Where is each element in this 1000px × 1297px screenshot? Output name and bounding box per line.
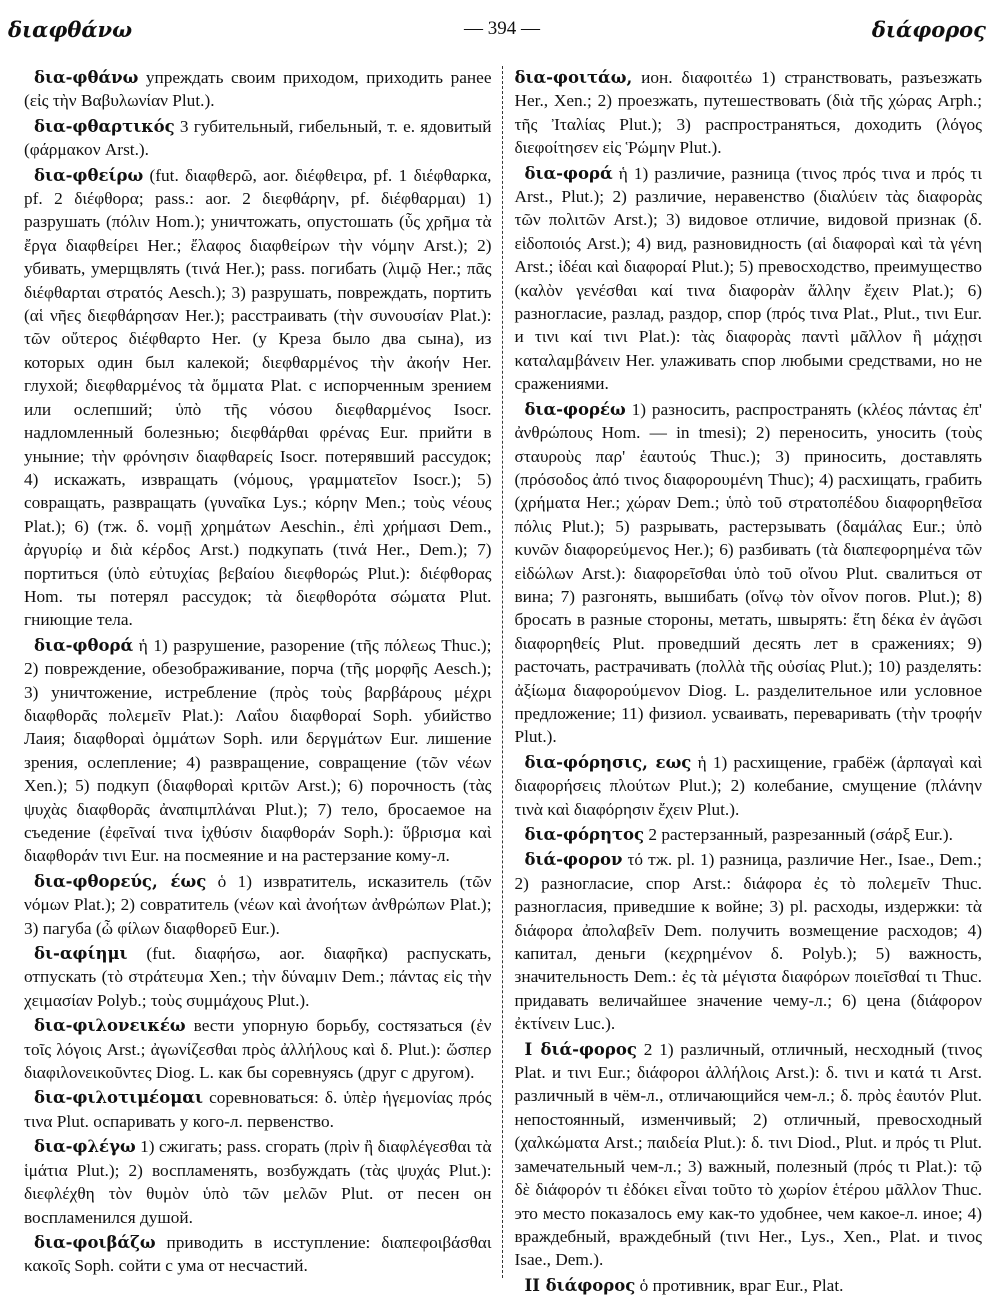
entry-headword: δια-φόρησις, εως bbox=[524, 752, 692, 772]
dictionary-entry bbox=[515, 162, 983, 396]
dictionary-entry bbox=[24, 164, 492, 632]
dictionary-entry bbox=[24, 1086, 492, 1133]
dictionary-entry bbox=[24, 1135, 492, 1229]
entry-definition: ἡ 1) различие, разница (τινος πρός τινα и πρός τι Arst., Plut.); 2) различие, неравенство (διαλύειν τὰς διαφορὰς τῶν πολιτῶν Arst.); 3) видовое отличие, видовой признак (δ. εἰδοποιός Arst.); 4) вид, разновидность (αἱ διαφοραὶ καὶ τὰ γένη Arst.; ἰδέαι καὶ διαφοραί Plut.); 5) превосходство, преимущество (καλὸν γενέσθαι καί τινα διαφορὰν ἄλλην ἔχειν Plat.); 6) разногласие, разлад, раздор, спор (πρός τινα Plat., Plut., τινι Eur. и τινι καί τινι Plat.): τὰς διαφορὰς παντὶ μᾶλλον ἢ μάχῃσι καταλαμβάνειν Her. улаживать спор любыми средствами, но не сражениями. bbox=[514, 163, 982, 394]
dictionary-entry bbox=[515, 848, 983, 1035]
header-left-guideword: διαφθάνω bbox=[8, 16, 133, 42]
dictionary-entry bbox=[515, 66, 983, 160]
entry-definition: ὁ 1) извратитель, исказитель (τῶν νόμων Plat.); 2) совратитель (νέων καὶ ἀνοήτων ἀνθρώπων Plat.); 3) пагуба (ὦ φίλων διαφθορεῦ Eur.). bbox=[24, 871, 492, 938]
dictionary-entry bbox=[515, 823, 983, 846]
page-number: — 394 — bbox=[463, 18, 540, 39]
two-column-body bbox=[24, 66, 982, 1295]
entry-definition: 2 1) различный, отличный, несходный (τινος Plat. и τινι Eur.; διάφοροι ἀλλήλοις Arst.): δ. τινι и κατά τι Arst. различный в чём-л., отличающийся чем-л.; δ. πρὸς ἑαυτόν Plut. непостоянный, изменчивый; 2) отличный, превосходный (χαλκώματα Arst.; παιδεία Plut.): δ. τινι Diod., Plut. и πρός τι Plut. замечательный чем-л.; 3) важный, полезный (πρός τι Plat.): τῷ δὲ διάφορόν τι ἐδόκει εἶναι τοῦτο τὸ χωρίον ἑτέρου μᾶλλον Thuc. это место показалось ему как-то удобнее, чем какое-л. иное; 4) враждебный, враждебный (τινι Her., Lys., Xen., Plat. и τινος Isae., Dem.). bbox=[514, 1039, 982, 1270]
entry-definition: приводить в исступление: διαπεφοιβάσθαι κακοῖς Soph. сойти с ума от несчастий. bbox=[24, 1232, 492, 1276]
entry-headword: δια-φορά bbox=[524, 163, 613, 183]
dictionary-entry bbox=[24, 942, 492, 1012]
entry-headword: δι-αφίημι bbox=[34, 944, 128, 964]
entry-definition: соревноваться: δ. ὑπὲρ ἡγεμονίας πρός τινα Plut. оспаривать у кого-л. первенство. bbox=[24, 1088, 492, 1131]
entry-headword: δια-φοιβάζω bbox=[34, 1232, 156, 1252]
dictionary-entry bbox=[24, 66, 492, 113]
entry-headword: δια-φθαρτικός bbox=[34, 116, 175, 136]
left-column bbox=[24, 66, 502, 1278]
dictionary-entry bbox=[24, 115, 492, 162]
entry-definition: (fut. διαφθερῶ, aor. διέφθειρα, pf. 1 διέφθαρκα, pf. 2 διέφθορα; pass.: aor. 2 διεφθάρην, pf. διέφθαρμαι) 1) разрушать (πόλιν Hom.); уничтожать, опустошать (ὗς χρῆμα τὰ ἔργα διαφθείρει Her.; ἔλαφος διαφθείρων τὴν νόμην Arst.); 2) убивать, умерщвлять (τινά Her.); pass. погибать (λιμῷ Her.; πᾶς διέφθαρται στρατός Aesch.); 3) разрушать, повреждать, портить (αἱ νῆες διεφθάρησαν Her.); расстраивать (τὴν συνουσίαν Plat.): τῶν οὔτερος διέφθαρτο Her. (у Креза было два сына), из которых один был калекой; διεφθαρμένος τὴν ἀκοήν Her. глухой; διεφθαρμένος τὰ ὄμματα Plat. с испорченным зрением или ослепший; ὑπὸ τῆς νόσου διεφθαρμένος Isocr. надломленный болезнью; διεφθάρθαι φρένας Eur. прийти в уныние; τὴν φρόνησιν διαφθαρείς Isocr. потерявший рассудок; 4) искажать, извращать (νόμους, γραμματεῖον Isocr.); 5) совращать, развращать (γυναῖκα Lys.; κόρην Men.; τοὺς νέους Plat.); 6) (тж. δ. νομῇ χρημάτων Aeschin., ἐπὶ χρήμασι Dem., ἀργυρίῳ и διὰ κέρδος Arst.) подкупать (τινά Her., Dem.); 7) портиться (ὑπὸ εὐτυχίας βεβαίου διεφθορώς Plut.): διέφθορας Hom. ты потерял рассудок; τὰ διεφθορότα σώματα Plut. гниющие тела. bbox=[24, 165, 492, 630]
entry-definition: (fut. διαφήσω, aor. διαφῆκα) распускать, отпускать (τὸ στράτευμα Xen.; τὴν δύναμιν Dem.; πάντας εἰς τὴν χειμασίαν Polyb.; τοὺς συμμάχους Plut.). bbox=[24, 944, 492, 1010]
entry-headword: δια-φιλοτιμέομαι bbox=[34, 1088, 203, 1108]
dictionary-entry bbox=[24, 1231, 492, 1278]
dictionary-entry bbox=[24, 1014, 492, 1084]
dictionary-entry bbox=[515, 1274, 983, 1297]
entry-definition: 3 губительный, гибельный, т. е. ядовитый (φάρμακον Arst.). bbox=[24, 116, 492, 160]
entry-definition: 1) сжигать; pass. сгорать (πρὶν ἢ διαφλέγεσθαι τὰ ἱμάτια Plut.); 2) воспламенять, возбуждать (τὰς ψυχάς Plut.): διεφλέχθη τὸν θυμὸν ὑπὸ τῶν μελῶν Plut. от песен он воспламенился душой. bbox=[24, 1137, 492, 1227]
entry-definition: ἡ 1) расхищение, грабёж (ἁρπαγαὶ καὶ διαφορήσεις πλούτων Plut.); 2) колебание, смущение (πλάνην τινὰ καὶ διαφόρησιν ἔχειν Plut.). bbox=[514, 752, 982, 819]
right-column bbox=[503, 66, 983, 1295]
running-head bbox=[0, 12, 1000, 46]
entry-headword: δια-φόρητος bbox=[524, 825, 645, 844]
entry-headword: δια-φλέγω bbox=[34, 1137, 136, 1157]
entry-headword: δια-φθείρω bbox=[34, 165, 144, 185]
entry-definition: 2 растерзанный, разрезанный (σάρξ Eur.). bbox=[648, 825, 953, 844]
dictionary-entry bbox=[515, 1038, 983, 1272]
entry-headword: I διά-φορος bbox=[524, 1039, 637, 1059]
entry-headword: II διάφορος bbox=[524, 1275, 636, 1295]
dictionary-entry bbox=[515, 398, 983, 749]
entry-headword: δια-φοιτάω, bbox=[514, 68, 633, 87]
entry-headword: δια-φιλονεικέω bbox=[34, 1016, 186, 1036]
dictionary-entry bbox=[24, 870, 492, 940]
entry-headword: δια-φθάνω bbox=[34, 68, 139, 87]
entry-headword: δια-φορέω bbox=[524, 399, 626, 419]
entry-definition: 1) разносить, распространять (κλέος πάντας ἐπ' ἀνθρώπους Hom. — in tmesi); 2) переносить, уносить (τοὺς σταυροὺς παρ' ἑαυτούς Thuc.); 3) приносить, доставлять (πρόσοδος ἀπό τινος διαφορουμένη Thuc); 4) расхищать, грабить (χρήματα Her.; χώραν Dem.; ὑπὸ τοῦ στρατοπέδου διαφορηθεῖσα πόλις Plut.); 5) разрывать, растерзывать (δαμάλας Eur.; ὑπὸ κυνῶν διαφορεύμενος Her.); 6) разбивать (τὰ διαπεφορημένα τῶν εἰδώλων Arst.): διαφορεῖσθαι ὑπὸ τοῦ οἴνου Plut. свалиться от вина; 7) разгонять, вышибать (οἴνῳ τὸν οἶνον погов. Plut.); 8) бросать в разные стороны, метать, швырять: ἔτη δέκα ἐν ἀγῶσι διαφορηθείς Plut. проведший десять лет в сражениях; 9) расточать, растрачивать (πολλὰ τῆς οὐσίας Plut.); 10) разделять: ἀξίωμα διαφορούμενον Diog. L. разделительное или условное предложение; 11) физиол. усваивать, переваривать (τὴν τροφήν Plut.). bbox=[514, 399, 982, 747]
entry-definition: упреждать своим приходом, приходить ранее (εἰς τὴν Βαβυλωνίαν Plut.). bbox=[24, 68, 492, 111]
dictionary-entry bbox=[515, 751, 983, 821]
entry-definition: τό тж. pl. 1) разница, различие Her., Isae., Dem.; 2) разногласие, спор Arst.: διάφορα ἐς τὸ πολεμεῖν Thuc. разногласия, приведшие к войне; 3) pl. расходы, издержки: τὰ διάφορα ἀπολαβεῖν Dem. получить возмещение расходов; 4) капитал, деньги (κεχρημένον δ. Polyb.); 5) важность, значительность Dem.: ἐς τὰ μέγιστα διαφόρων ποιεῖσθαί τι Thuc. придавать величайшее значение чему-л.; 6) цена (διάφορον ἐκτίνειν Luc.). bbox=[514, 850, 982, 1034]
entry-definition: ὁ противник, враг Eur., Plat. bbox=[639, 1275, 844, 1295]
header-right-guideword: διάφορος bbox=[871, 16, 986, 42]
entry-definition: ион. διαφοιτέω 1) странствовать, разъезжать Her., Xen.; 2) проезжать, путешествовать (διὰ τῆς χώρας Arph.; τῆς Ἰταλίας Plut.); 3) распространяться, доходить (λόγος διεφοίτησεν εἰς Ῥώμην Plut.). bbox=[514, 68, 982, 158]
entry-headword: διά-φορον bbox=[524, 850, 623, 870]
entry-definition: ἡ 1) разрушение, разорение (τῆς πόλεως Thuc.); 2) повреждение, обезображивание, порча (τῆς μορφῆς Aesch.); 3) уничтожение, истребление (πρὸς τοὺς βαρβάρους μέχρι διαφθορᾶς πολεμεῖν Plat.): Λαΐου διαφθοραί Soph. убийство Лаия; διαφθοραὶ ὀμμάτων Soph. или δεργμάτων Eur. лишение зрения, ослепление; 4) развращение, совращение (τῶν νέων Xen.); 5) подкуп (διαφθοραὶ κριτῶν Arst.); 6) порочность (τὰς ψυχὰς διαφθορᾶς ἀναπιμπλάναι Plut.); 7) тело, бросаемое на съедение (ἐφεῖναί τινα ἰχθύσιν διαφθοράν Soph.): ὕβρισμα καὶ διαφθοράν τινι Eur. на посмеяние и на растерзание кому-л. bbox=[24, 635, 492, 866]
entry-definition: вести упорную борьбу, состязаться (ἐν τοῖς λόγοις Arst.; ἀγωνίζεσθαι πρὸς ἀλλήλους καὶ δ. Plut.): ὥσπερ διαφιλονεικοῦντες Diog. L. как бы соревнуясь (друг с другом). bbox=[24, 1016, 492, 1083]
entry-headword: δια-φθορεύς, έως bbox=[34, 871, 207, 891]
entry-headword: δια-φθορά bbox=[34, 635, 134, 655]
dictionary-entry bbox=[24, 634, 492, 868]
